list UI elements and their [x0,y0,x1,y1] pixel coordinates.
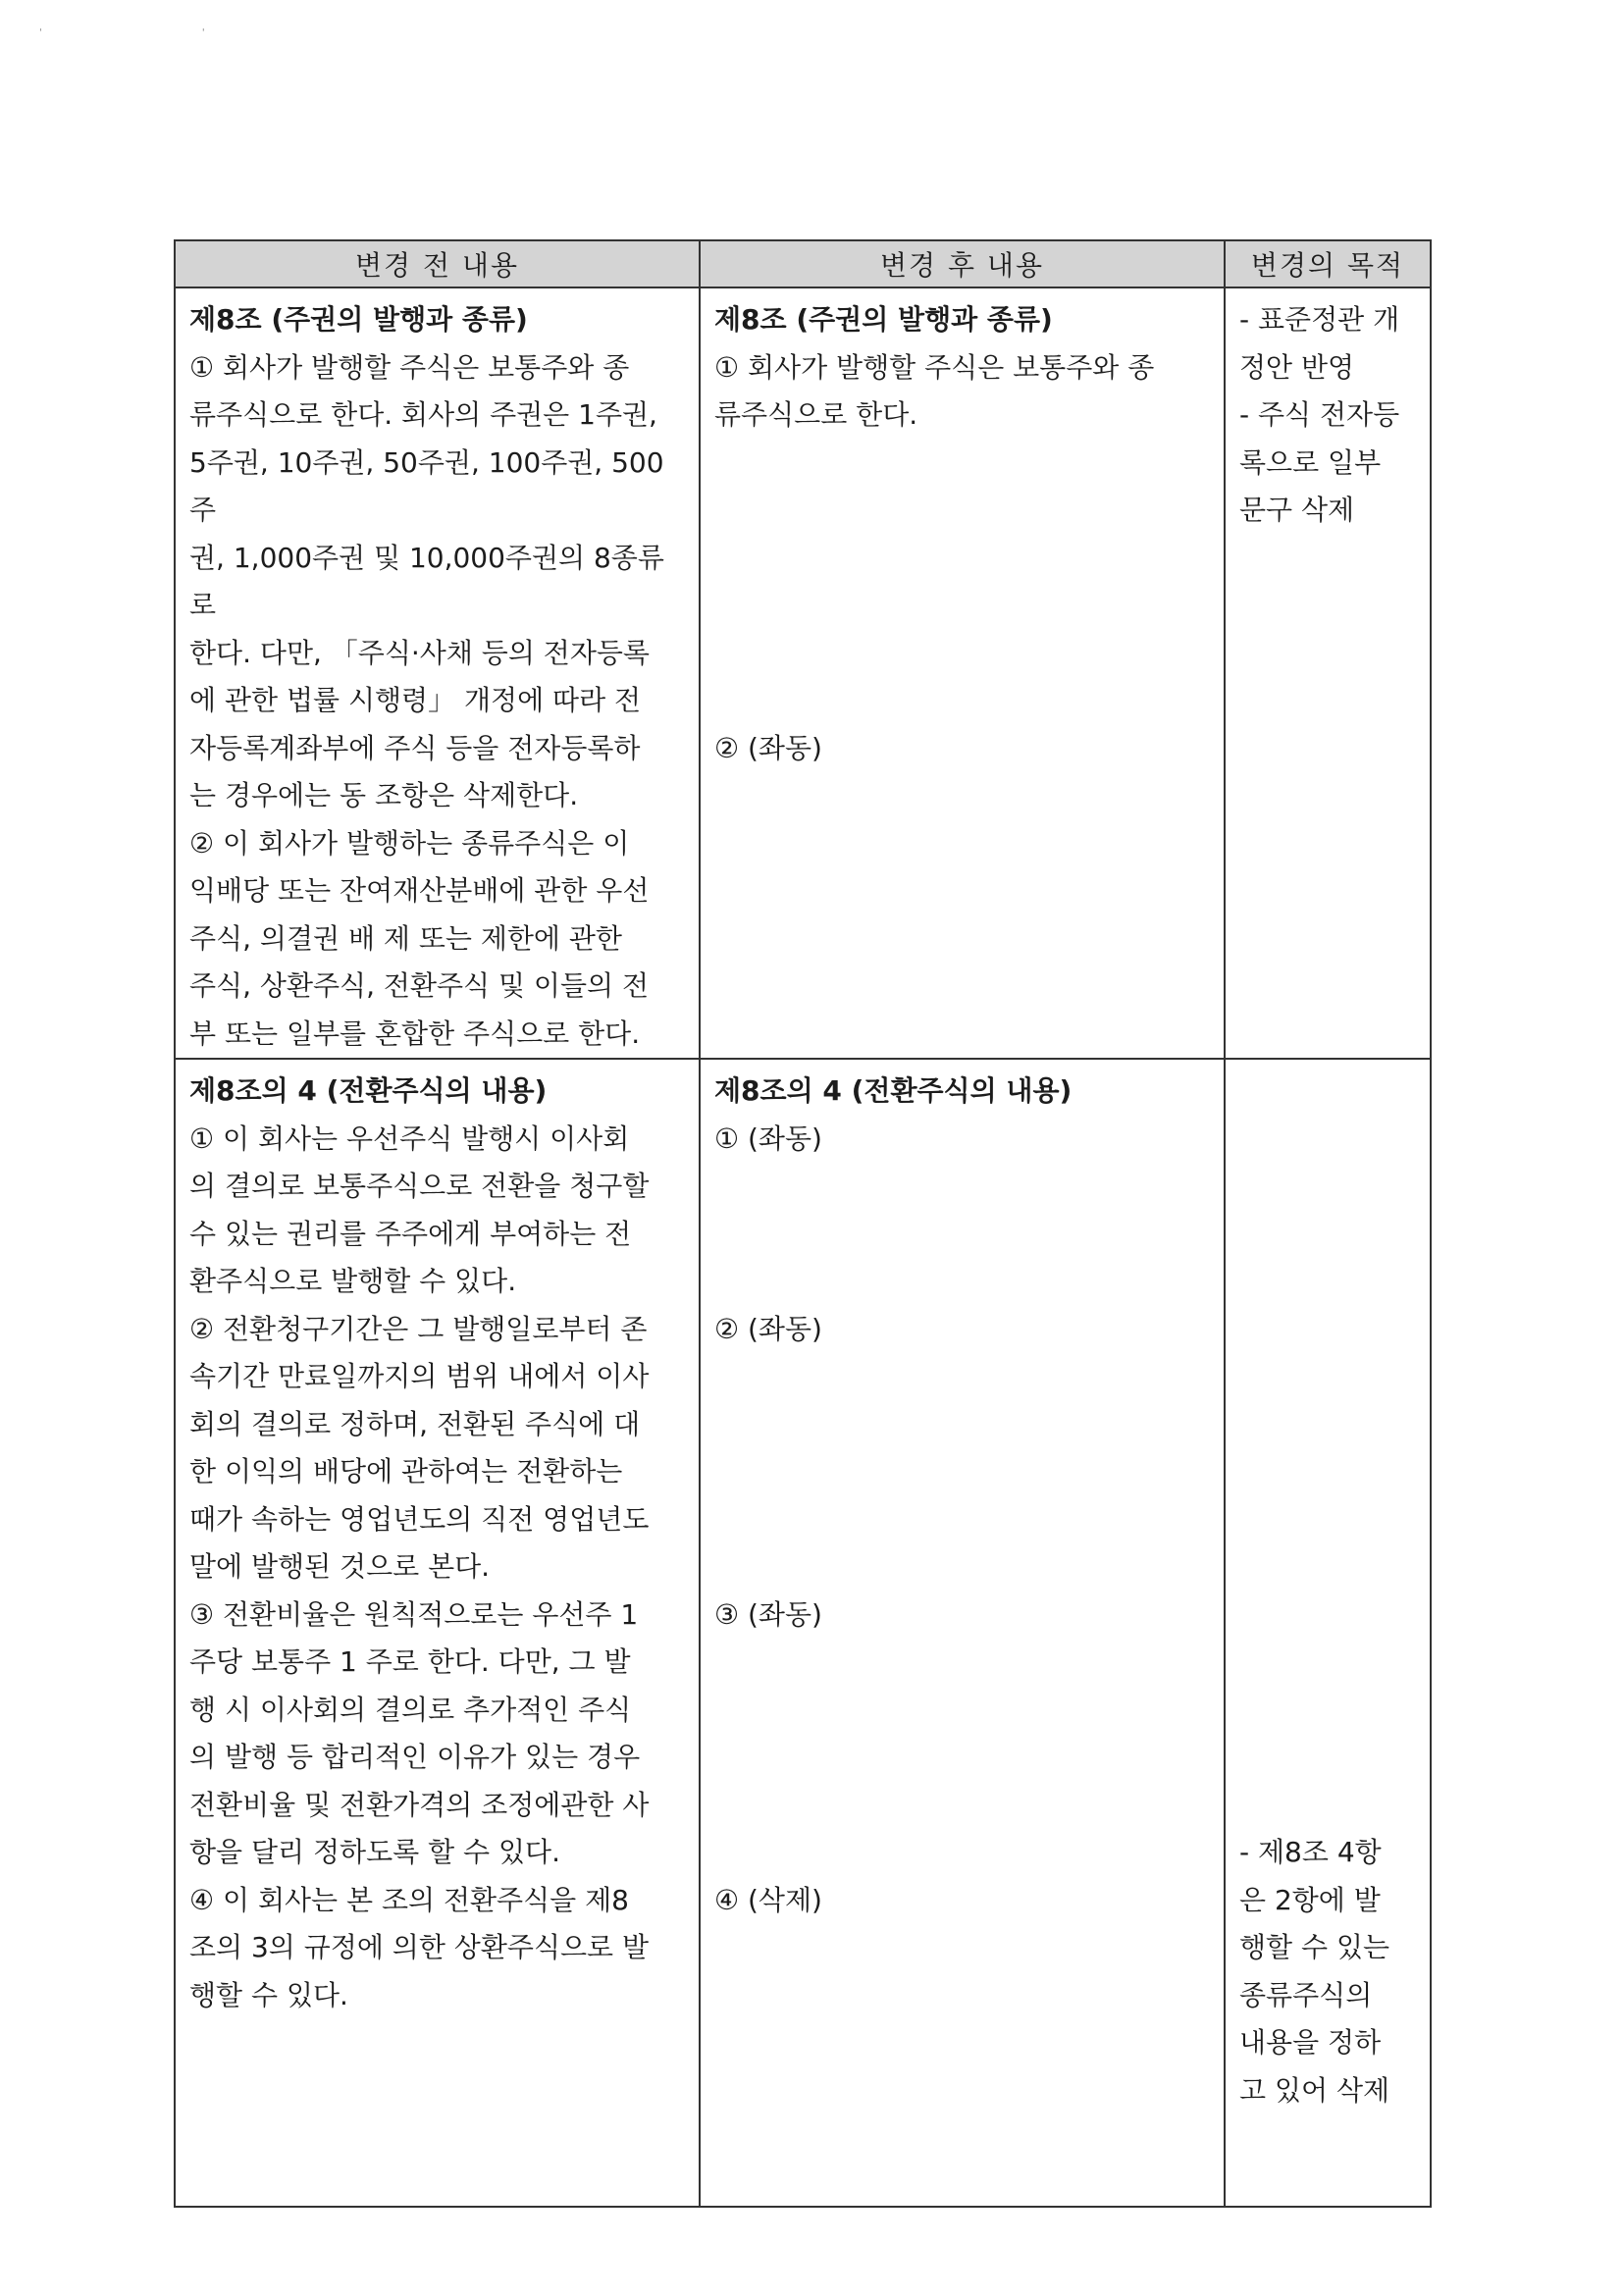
table-row [175,287,1431,1059]
paragraph-2: ② (좌동) [714,1312,822,1345]
article-title: 제8조의 4 (전환주식의 내용) [189,1074,548,1107]
cell-before [175,1059,700,2207]
header-after: 변경 후 내용 [700,240,1225,287]
purpose-note: - 표준정관 개 정안 반영 - 주식 전자등 록으로 일부 문구 삭제 [1239,303,1400,526]
article-title: 제8조의 4 (전환주식의 내용) [714,1074,1073,1107]
paragraph-3: ③ 전환비율은 원칙적으로는 우선주 1 주당 보통주 1 주로 한다. 다만, 그 발 행 시 이사회의 결의로 추가적인 주식 의 발행 등 합리적인 이유가 있는 경우 전환비율 및 전환가격의 조정에관한 사 항을 달리 정하도록 할 수 있다. [189,1597,650,1868]
cell-after [700,287,1225,1059]
paragraph-3: ③ (좌동) [714,1597,822,1631]
cell-after [700,1059,1225,2207]
scan-marks: ' ' [39,27,284,38]
header-before: 변경 전 내용 [175,240,700,287]
table-row [175,1059,1431,2207]
paragraph-1: ① 회사가 발행할 주식은 보통주와 종 류주식으로 한다. [714,350,1155,431]
paragraph-2: ② (좌동) [714,731,822,764]
paragraph-4: ④ (삭제) [714,1883,822,1916]
article-title: 제8조 (주권의 발행과 종류) [189,303,528,336]
paragraph-1: ① (좌동) [714,1122,822,1155]
paragraph-2: ② 전환청구기간은 그 발행일로부터 존 속기간 만료일까지의 범위 내에서 이사 회의 결의로 정하며, 전환된 주식에 대 한 이익의 배당에 관하여는 전환하는 때가 속하는 영업년도의 직전 영업년도 말에 발행된 것으로 본다. [189,1312,650,1583]
paragraph-4: ④ 이 회사는 본 조의 전환주식을 제8 조의 3의 규정에 의한 상환주식으로 발 행할 수 있다. [189,1883,650,2011]
cell-purpose [1225,1059,1431,2207]
cell-before [175,287,700,1059]
paragraph-2: ② 이 회사가 발행하는 종류주식은 이 익배당 또는 잔여재산분배에 관한 우선 주식, 의결권 배 제 또는 제한에 관한 주식, 상환주식, 전환주식 및 이들의 전 부 또는 일부를 혼합한 주식으로 한다. [189,826,650,1050]
cell-purpose [1225,287,1431,1059]
purpose-note: - 제8조 4항 은 2항에 발 행할 수 있는 종류주식의 내용을 정하 고 있어 삭제 [1239,1836,1390,2107]
paragraph-1: ① 회사가 발행할 주식은 보통주와 종 류주식으로 한다. 회사의 주권은 1주권, 5주권, 10주권, 50주권, 100주권, 500주 권, 1,000주권 및 10,000주권의 8종류로 한다. 다만, 「주식·사채 등의 전자등록 에 관한 법률 시행령」 개정에 따라 전 자등록계좌부에 주식 등을 전자등록하 는 경우에는 동 조항은 삭제한다. [189,350,664,811]
paragraph-1: ① 이 회사는 우선주식 발행시 이사회 의 결의로 보통주식으로 전환을 청구할 수 있는 권리를 주주에게 부여하는 전 환주식으로 발행할 수 있다. [189,1122,650,1297]
header-purpose: 변경의 목적 [1225,240,1431,287]
article-title: 제8조 (주권의 발행과 종류) [714,303,1053,336]
amendment-comparison-table [174,239,1432,2208]
table-header-row [175,240,1431,287]
